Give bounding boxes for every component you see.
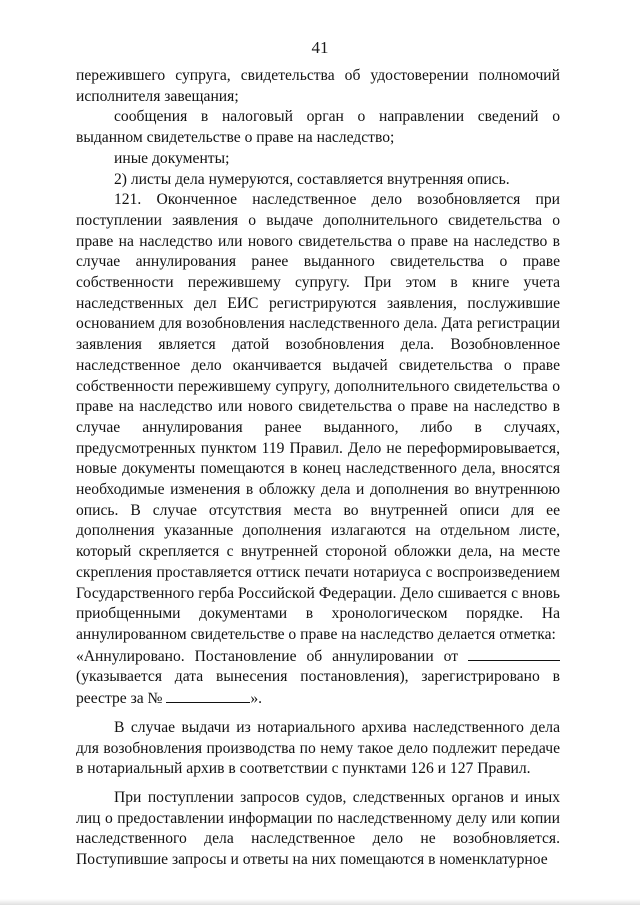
paragraph-annulment-mark [76,646,560,710]
annulment-mark-start: «Аннулировано. Постановление об аннулировании от [76,647,459,665]
paragraph-court-requests: При поступлении запросов судов, следственных органов и иных лиц о предоставлении информации по наследственному делу или копии наследственного дела наследственное дело не возобновляется. Поступившие запросы и ответы на них помещаются в номенклатурное [76,788,560,869]
date-blank-line [468,646,560,661]
paragraph-other-docs: иные документы; [114,149,230,167]
paragraph-continuation: пережившего супруга, свидетельства об удостоверении полномочий исполнителя завещания; [76,67,560,105]
page-number: 41 [311,38,329,57]
annulment-mark-middle: (указывается дата вынесения постановления), зарегистрировано в реестре за № [76,668,560,708]
paragraph-archive-transfer: В случае выдачи из нотариального архива наследственного дела для возобновления производства по нему такое дело подлежит передаче в нотариальный архив в соответствии с пунктами 126 и 127 Правил. [76,718,560,778]
registry-number-blank-line [166,688,250,703]
paragraph-tax-notice: сообщения в налоговый орган о направлении сведений о выданном свидетельстве о праве на наследство; [76,108,560,147]
document-body [76,66,560,871]
annulment-mark-end: ». [250,690,263,708]
page-bottom-edge [0,899,640,905]
paragraph-sheet-numbering: 2) листы дела нумеруются, составляется внутренняя опись. [114,170,510,188]
paragraph-section-121: 121. Оконченное наследственное дело возобновляется при поступлении заявления о выдаче дополнительного свидетельства о праве на наследство или нового свидетельства о праве на наследство в случае аннулирования ранее выданного свидетельства о праве собственности пережившему супругу. При этом в книге учета наследственных дел ЕИС регистрируются заявления, послужившие основанием для возобновления наследственного дела. Дата регистрации заявления является датой возобновления дела. Возобновленное наследственное дело оканчивается выдачей свидетельства о праве собственности пережившему супругу, дополнительного свидетельства о праве на наследство или нового свидетельства о праве на наследство в случае аннулирования ранее выданного, либо в случаях, предусмотренных пунктом 119 Правил. Дело не переформировывается, новые документы помещаются в конец наследственного дела, вносятся необходимые изменения в обложку дела и дополнения во внутреннюю опись. В случае отсутствия места во внутренней описи для ее дополнения указанные дополнения излагаются на отдельном листе, который скрепляется с внутренней стороной обложки дела, на месте скрепления проставляется оттиск печати нотариуса с воспроизведением Государственного герба Российской Федерации. Дело сшивается с вновь приобщенными документами в хронологическом порядке. На аннулированном свидетельстве о праве на наследство делается отметка: [76,191,560,643]
